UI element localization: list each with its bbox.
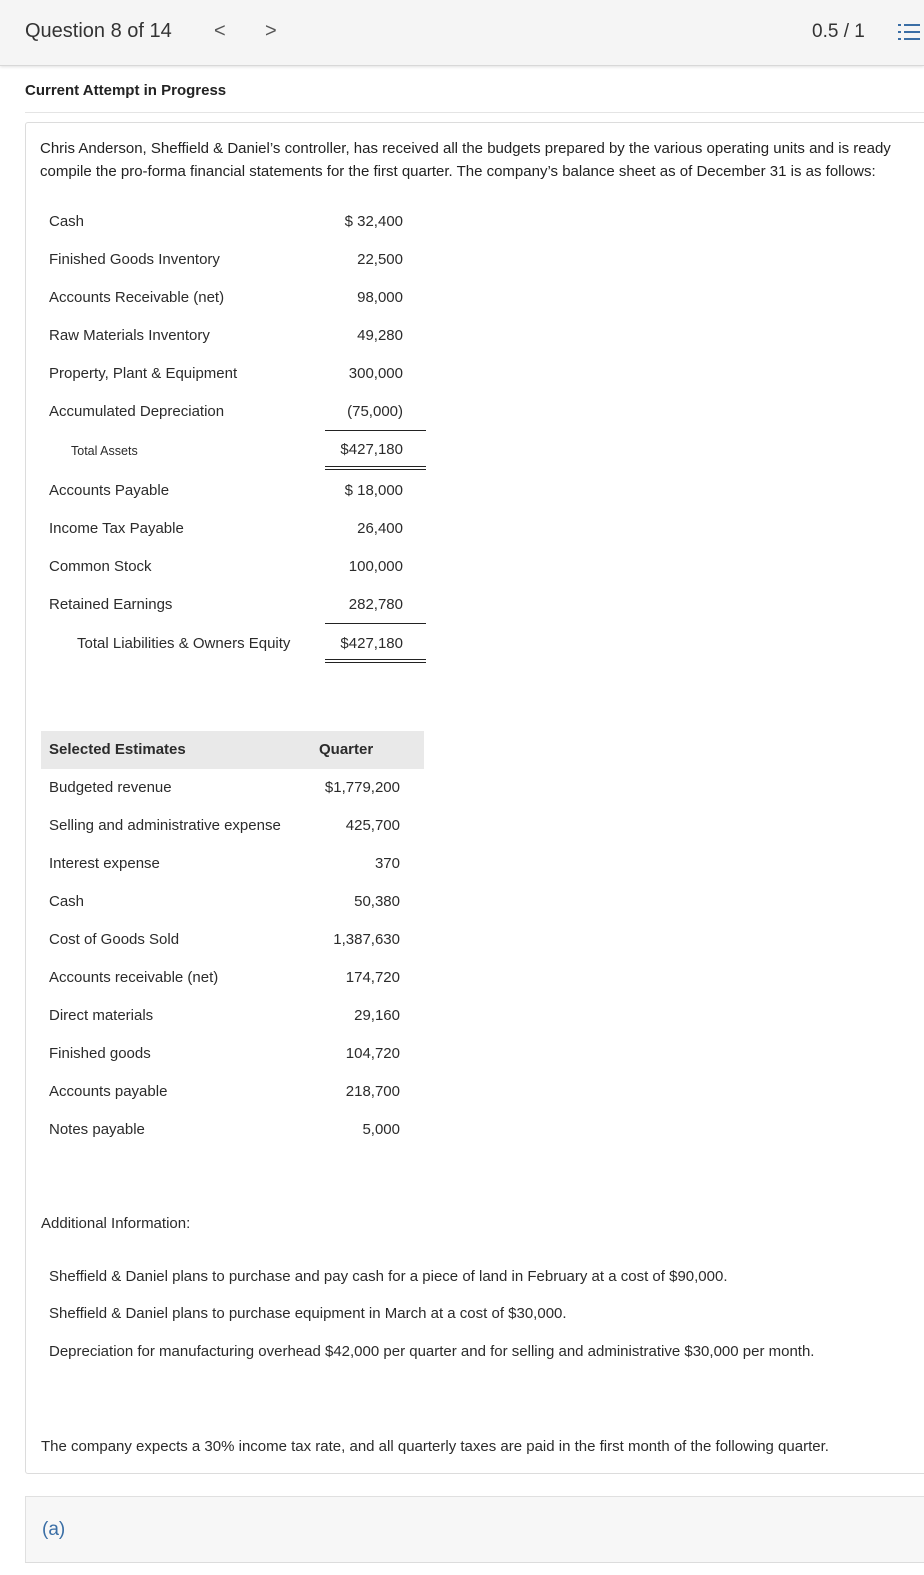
part-label: (a) (42, 1519, 66, 1540)
double-underline (325, 469, 426, 470)
underline (325, 430, 426, 431)
balance-row-cash (49, 213, 429, 251)
next-question-button[interactable]: > (265, 20, 277, 42)
balance-value: 49,280 (357, 327, 403, 344)
list-icon[interactable] (898, 22, 920, 42)
balance-label: Raw Materials Inventory (49, 327, 210, 344)
previous-question-button[interactable]: < (214, 20, 226, 42)
balance-value: 300,000 (348, 365, 403, 382)
estimate-label: Direct materials (49, 1007, 154, 1024)
question-counter: Question 8 of 14 (25, 20, 172, 42)
double-underline (325, 466, 426, 467)
balance-value: 26,400 (357, 520, 403, 537)
estimate-value: 50,380 (354, 893, 400, 910)
estimates-header (41, 731, 424, 769)
estimate-label: Cash (49, 893, 85, 910)
estimate-value: 174,720 (345, 969, 400, 986)
additional-info-title: Additional Information: (41, 1215, 191, 1232)
divider (25, 1562, 924, 1563)
estimate-label: Accounts receivable (net) (49, 969, 219, 986)
additional-info-item: Sheffield & Daniel plans to purchase and pay cash for a piece of land in February at a cost of $90,000. (49, 1268, 728, 1285)
estimate-label: Accounts payable (49, 1083, 168, 1100)
balance-label: Total Assets (71, 444, 138, 458)
balance-label: Accounts Payable (49, 482, 170, 499)
balance-row-accounts-payable (49, 482, 429, 520)
estimate-value: $1,779,200 (324, 779, 400, 796)
estimate-label: Finished goods (49, 1045, 151, 1062)
estimates-header-value: Quarter (319, 741, 374, 758)
estimate-label: Notes payable (49, 1121, 145, 1138)
estimates-header-label: Selected Estimates (49, 741, 186, 758)
estimate-row (49, 1121, 424, 1159)
estimate-label: Cost of Goods Sold (49, 931, 180, 948)
balance-label: Finished Goods Inventory (49, 251, 220, 268)
estimate-value: 218,700 (345, 1083, 400, 1100)
double-underline (325, 662, 426, 663)
question-intro (40, 137, 924, 183)
estimate-row (49, 779, 424, 817)
balance-row-total-liabilities-equity (49, 635, 429, 673)
estimate-row (49, 931, 424, 969)
double-underline (325, 659, 426, 660)
question-score: 0.5 / 1 (812, 21, 865, 42)
estimate-row (49, 969, 424, 1007)
estimate-value: 1,387,630 (333, 931, 400, 948)
balance-row-retained-earnings (49, 596, 429, 634)
balance-label: Common Stock (49, 558, 152, 575)
divider (25, 112, 924, 113)
underline (325, 623, 426, 624)
balance-row-income-tax-payable (49, 520, 429, 558)
balance-label: Property, Plant & Equipment (49, 365, 238, 382)
balance-row-raw-materials (49, 327, 429, 365)
balance-label: Total Liabilities & Owners Equity (77, 635, 291, 652)
balance-value: 282,780 (348, 596, 403, 613)
estimate-value: 425,700 (345, 817, 400, 834)
estimate-row (49, 893, 424, 931)
additional-info-item: Depreciation for manufacturing overhead $42,000 per quarter and for selling and administrative $30,000 per month. (49, 1343, 815, 1360)
balance-row-ppe (49, 365, 429, 403)
estimate-row (49, 1045, 424, 1083)
balance-label: Retained Earnings (49, 596, 173, 613)
balance-label: Accounts Receivable (net) (49, 289, 225, 306)
balance-value: $427,180 (340, 635, 403, 652)
estimate-row (49, 855, 424, 893)
balance-value: 22,500 (357, 251, 403, 268)
estimate-value: 5,000 (362, 1121, 400, 1138)
estimate-value: 29,160 (354, 1007, 400, 1024)
balance-value: 98,000 (357, 289, 403, 306)
balance-value: $ 18,000 (344, 482, 403, 499)
estimate-row (49, 1083, 424, 1121)
part-a-section[interactable] (25, 1496, 924, 1562)
estimate-label: Budgeted revenue (49, 779, 172, 796)
estimate-value: 370 (374, 855, 400, 872)
balance-row-total-assets (49, 441, 429, 479)
balance-row-finished-goods (49, 251, 429, 289)
balance-value: (75,000) (347, 403, 403, 420)
balance-value: $427,180 (340, 441, 403, 458)
intro-line-2: compile the pro-forma financial statements for the first quarter. The company’s balance sheet as of December 31 is as follows: (40, 163, 876, 180)
balance-value: 100,000 (348, 558, 403, 575)
balance-value: $ 32,400 (344, 213, 403, 230)
balance-row-accounts-receivable (49, 289, 429, 327)
estimate-value: 104,720 (345, 1045, 400, 1062)
question-header-bar (0, 0, 924, 66)
estimate-label: Interest expense (49, 855, 160, 872)
balance-row-common-stock (49, 558, 429, 596)
estimate-row (49, 1007, 424, 1045)
balance-label: Income Tax Payable (49, 520, 184, 537)
additional-info-item: Sheffield & Daniel plans to purchase equipment in March at a cost of $30,000. (49, 1305, 567, 1322)
balance-label: Cash (49, 213, 85, 230)
balance-label: Accumulated Depreciation (49, 403, 225, 420)
estimate-label: Selling and administrative expense (49, 817, 281, 834)
intro-line-1: Chris Anderson, Sheffield & Daniel’s controller, has received all the budgets prepared by the various operating units and is ready (40, 140, 891, 157)
attempt-status-label: Current Attempt in Progress (25, 82, 227, 99)
balance-row-accumulated-depreciation (49, 403, 429, 441)
estimate-row (49, 817, 424, 855)
tax-note: The company expects a 30% income tax rate, and all quarterly taxes are paid in the first month of the following quarter. (41, 1438, 829, 1455)
